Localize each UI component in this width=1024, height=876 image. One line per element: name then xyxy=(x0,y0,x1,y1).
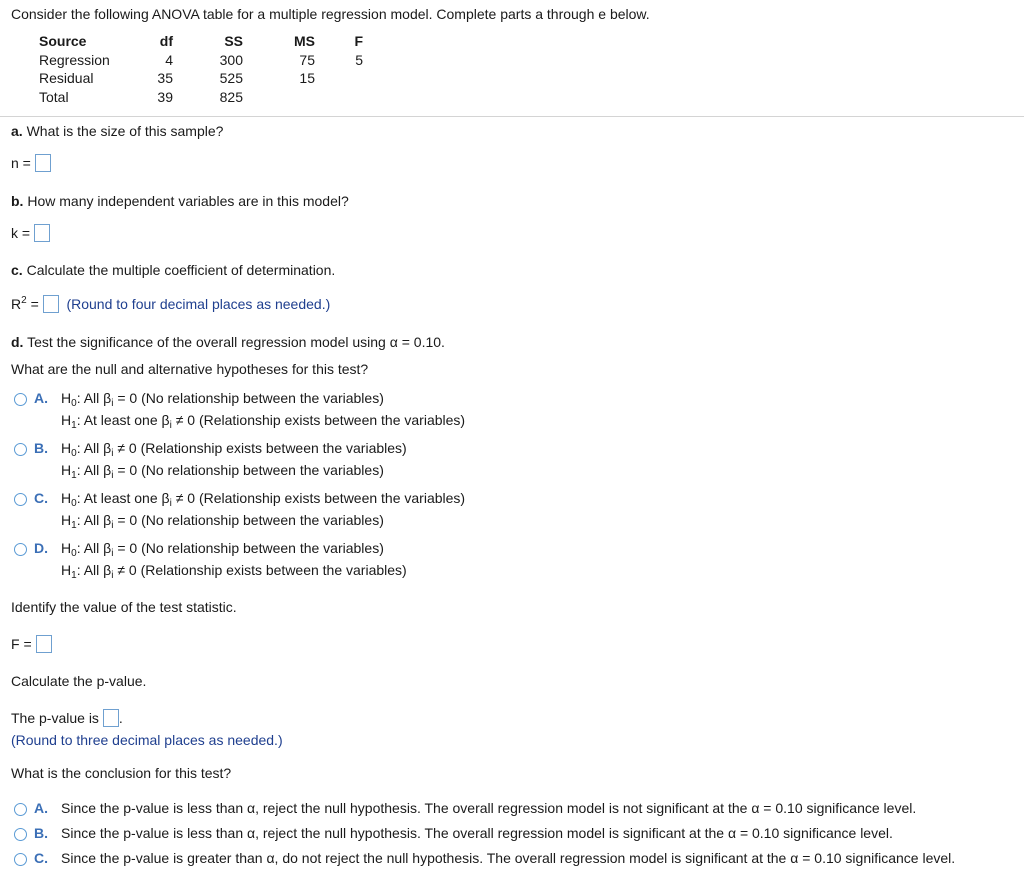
option-letter: C. xyxy=(34,490,48,506)
part-b-prefix: k = xyxy=(11,225,31,241)
test-stat-answer-line xyxy=(11,635,52,653)
anova-header-ms: MS xyxy=(294,33,315,49)
option-letter: A. xyxy=(34,390,48,406)
anova-cell xyxy=(243,88,315,107)
anova-cell: 4 xyxy=(165,51,173,68)
option-letter: D. xyxy=(34,540,48,556)
pvalue-suffix: . xyxy=(118,710,123,726)
anova-header-ss: SS xyxy=(224,33,243,49)
table-row xyxy=(34,88,363,107)
option-letter: B. xyxy=(34,825,48,841)
radio-button[interactable] xyxy=(14,493,27,506)
pvalue-input[interactable] xyxy=(103,709,119,727)
anova-cell: 39 xyxy=(157,88,173,105)
radio-button[interactable] xyxy=(14,543,27,556)
anova-header-f: F xyxy=(354,33,363,49)
option-letter: B. xyxy=(34,440,48,456)
part-c-hint: (Round to four decimal places as needed.) xyxy=(66,296,331,312)
radio-button[interactable] xyxy=(14,803,27,816)
option-h0-line: $H_0$: At least one $\beta_i \ne 0$ (Relationship exists between the variables) xyxy=(61,490,466,509)
pvalue-hint: (Round to three decimal places as needed.) xyxy=(11,732,283,748)
anova-cell: Residual xyxy=(39,70,94,86)
part-c-text: Calculate the multiple coefficient of determination. xyxy=(26,262,336,278)
anova-cell: Total xyxy=(39,88,69,105)
part-a-question xyxy=(11,123,223,139)
hypotheses-question: What are the null and alternative hypotheses for this test? xyxy=(11,361,369,377)
part-c-label: c. xyxy=(11,262,23,278)
anova-table xyxy=(34,32,363,106)
problem-intro: Consider the following ANOVA table for a multiple regression model. Complete parts a through e below. xyxy=(11,6,650,22)
anova-header-df: df xyxy=(159,33,173,49)
part-d-label: d. xyxy=(11,334,24,350)
test-stat-question: Identify the value of the test statistic. xyxy=(11,599,237,615)
table-row xyxy=(34,51,363,70)
anova-cell: 300 xyxy=(219,51,243,68)
option-text: Since the p-value is less than α, reject the null hypothesis. The overall regression model is significant at the α = 0.10 significance level. xyxy=(61,825,893,841)
radio-button[interactable] xyxy=(14,443,27,456)
option-text: Since the p-value is greater than α, do not reject the null hypothesis. The overall regression model is significant at the α = 0.10 significance level. xyxy=(61,850,956,866)
pvalue-question: Calculate the p-value. xyxy=(11,673,147,689)
test-stat-prefix: F = xyxy=(11,636,32,652)
conclusion-question: What is the conclusion for this test? xyxy=(11,765,232,781)
table-row xyxy=(34,69,363,88)
r-squared-input[interactable] xyxy=(43,295,59,313)
part-b-question xyxy=(11,193,349,209)
option-h1-line: $H_1$: All $\beta_i = 0$ (No relationship between the variables) xyxy=(61,462,384,481)
anova-cell: 525 xyxy=(219,70,243,86)
option-h1-line: $H_1$: All $\beta_i = 0$ (No relationship between the variables) xyxy=(61,512,384,531)
part-c-answer-line: $R^2$ = (Round to four decimal places as needed.) xyxy=(11,295,331,312)
anova-cell: 75 xyxy=(299,51,315,68)
part-d-question xyxy=(11,334,445,350)
anova-cell: 35 xyxy=(157,70,173,86)
option-h0-line: $H_0$: All $\beta_i = 0$ (No relationship between the variables) xyxy=(61,390,384,409)
section-divider xyxy=(0,116,1024,117)
sample-size-input[interactable] xyxy=(35,154,51,172)
anova-cell: 5 xyxy=(355,51,363,68)
part-a-text: What is the size of this sample? xyxy=(26,123,224,139)
option-h1-line: $H_1$: All $\beta_i \ne 0$ (Relationship exists between the variables) xyxy=(61,562,407,581)
option-letter: A. xyxy=(34,800,48,816)
option-h0-line: $H_0$: All $\beta_i \ne 0$ (Relationship exists between the variables) xyxy=(61,440,407,459)
independent-vars-input[interactable] xyxy=(34,224,50,242)
option-h0-line: $H_0$: All $\beta_i = 0$ (No relationship between the variables) xyxy=(61,540,384,559)
option-h1-line: $H_1$: At least one $\beta_i \ne 0$ (Relationship exists between the variables) xyxy=(61,412,466,431)
option-text: Since the p-value is less than α, reject the null hypothesis. The overall regression model is not significant at the α = 0.10 significance level. xyxy=(61,800,917,816)
part-c-question xyxy=(11,262,335,278)
part-a-answer-line xyxy=(11,154,51,172)
pvalue-prefix: The p-value is xyxy=(11,710,99,726)
part-a-label: a. xyxy=(11,123,23,139)
anova-header-source: Source xyxy=(39,33,87,49)
anova-cell: 15 xyxy=(299,70,315,86)
anova-cell: Regression xyxy=(39,51,110,68)
part-a-prefix: n = xyxy=(11,155,31,171)
f-statistic-input[interactable] xyxy=(36,635,52,653)
part-b-label: b. xyxy=(11,193,24,209)
anova-cell xyxy=(315,88,363,107)
part-c-prefix: $R^2$ xyxy=(11,295,27,312)
pvalue-answer-line xyxy=(11,709,123,727)
anova-cell xyxy=(315,69,363,88)
part-d-text: Test the significance of the overall regression model using α = 0.10. xyxy=(27,334,445,350)
radio-button[interactable] xyxy=(14,828,27,841)
option-letter: C. xyxy=(34,850,48,866)
anova-header-row xyxy=(34,32,363,51)
part-b-text: How many independent variables are in this model? xyxy=(27,193,349,209)
radio-button[interactable] xyxy=(14,393,27,406)
radio-button[interactable] xyxy=(14,853,27,866)
part-b-answer-line xyxy=(11,224,50,242)
anova-cell: 825 xyxy=(219,88,243,105)
